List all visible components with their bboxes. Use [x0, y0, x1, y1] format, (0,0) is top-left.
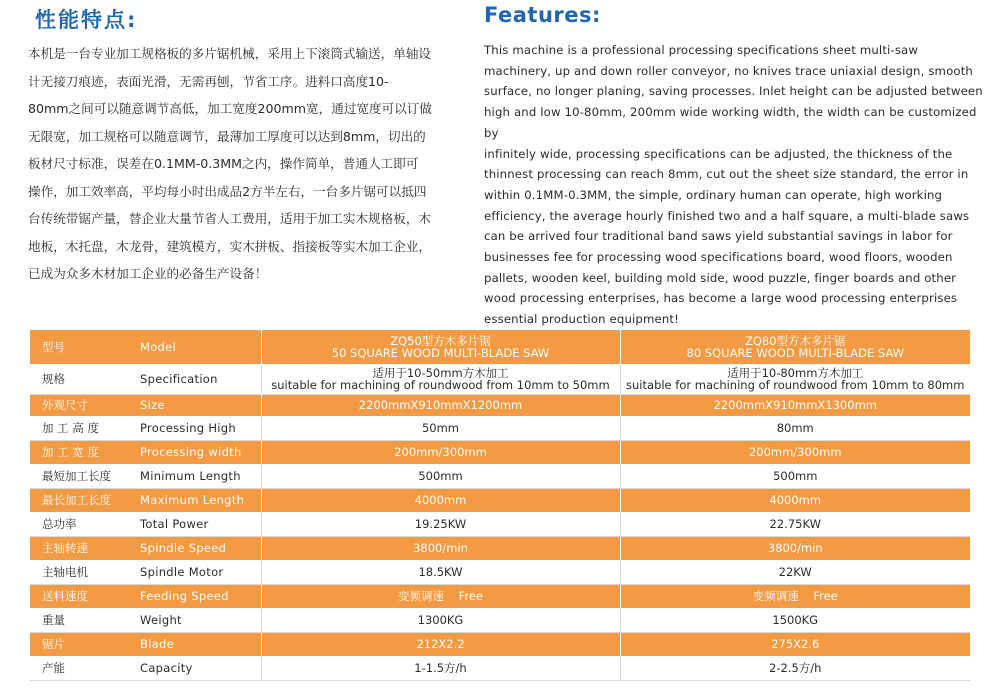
- spec-value-zq50: 3800/min: [261, 536, 620, 560]
- description-line: efficiency, the average hourly finished two and a half square, a multi-blade saws: [484, 208, 970, 223]
- spec-value-zq80: 变频调速 Free: [620, 584, 970, 608]
- description-line: 80mm之间可以随意调节高低，加工宽度200mm宽，通过宽度可以订做: [28, 101, 432, 116]
- spec-label-en: Capacity: [130, 656, 261, 680]
- description-line: This machine is a professional processing specifications sheet multi-saw: [484, 43, 919, 57]
- spec-value-zq50: 200mm/300mm: [261, 440, 620, 464]
- spec-label-en: Blade: [130, 632, 261, 656]
- features-title-en: Features:: [484, 3, 601, 27]
- spec-label-cn: 主轴电机: [30, 560, 130, 584]
- spec-value-zq50: 2200mmX910mmX1200mm: [261, 394, 620, 416]
- description-line: 台传统带锯产量，替企业大量节省人工费用，适用于加工实木规格板，木: [28, 211, 431, 226]
- spec-row: [30, 464, 970, 488]
- spec-value-zq80: 4000mm: [620, 488, 970, 512]
- description-line: surface, no longer planing, saving processes. Inlet height can be adjusted between: [484, 84, 983, 99]
- spec-row: [30, 416, 970, 440]
- spec-label-cn: 最长加工长度: [30, 488, 130, 512]
- spec-value-zq80: 2-2.5方/h: [620, 656, 970, 680]
- spec-value-line: 50 SQUARE WOOD MULTI-BLADE SAW: [331, 346, 550, 360]
- spec-row: [30, 632, 970, 656]
- spec-row: [30, 560, 970, 584]
- description-line: can be arrived four traditional band saws yield substantial savings in labor for: [484, 229, 953, 244]
- spec-row: [30, 608, 970, 632]
- spec-value-zq80: 500mm: [620, 464, 970, 488]
- description-line: 本机是一台专业加工规格板的多片锯机械，采用上下滚筒式输送，单轴设: [28, 46, 431, 61]
- spec-value-line: suitable for machining of roundwood from 10mm to 50mm: [271, 377, 610, 392]
- description-line: thinnest processing can reach 8mm, cut out the sheet size standard, the error in: [484, 167, 969, 182]
- spec-value-zq80: 200mm/300mm: [620, 440, 970, 464]
- spec-value-line: 80 SQUARE WOOD MULTI-BLADE SAW: [686, 346, 904, 360]
- spec-value-zq50: 50mm: [261, 416, 620, 440]
- spec-value-line: ZQ50型方木多片锯: [390, 334, 491, 348]
- spec-value-zq50: 19.25KW: [261, 512, 620, 536]
- description-line: businesses fee for processing wood specifications board, wood floors, wooden: [484, 250, 953, 265]
- spec-label-en: Feeding Speed: [130, 584, 261, 608]
- spec-row: [30, 488, 970, 512]
- spec-label-cn: 型号: [30, 330, 130, 364]
- spec-value-zq80: [620, 330, 970, 364]
- description-line: essential production equipment!: [484, 312, 679, 327]
- spec-value-zq80: 22KW: [620, 560, 970, 584]
- spec-row: [30, 584, 970, 608]
- description-line: 计无接刀痕迹，表面光滑，无需再刨，节省工序。进料口高度10-: [28, 73, 389, 89]
- spec-row: [30, 394, 970, 416]
- spec-label-en: Minimum Length: [130, 464, 261, 488]
- spec-value-zq50: [261, 330, 620, 364]
- spec-value-line: 适用于10-80mm方木加工: [727, 365, 864, 380]
- spec-value-zq80: 2200mmX910mmX1300mm: [620, 394, 970, 416]
- description-line: high and low 10-80mm, 200mm wide working width, the width can be customized by: [484, 105, 977, 140]
- spec-value-zq80: [620, 364, 970, 394]
- spec-label-en: Specification: [130, 364, 261, 394]
- spec-label-en: Spindle Motor: [130, 560, 261, 584]
- spec-row: [30, 440, 970, 464]
- spec-label-en: Processing High: [130, 416, 261, 440]
- spec-label-en: Maximum Length: [130, 488, 261, 512]
- spec-value-zq80: 3800/min: [620, 536, 970, 560]
- description-line: pallets, wooden keel, building mold side, wood puzzle, finger boards and other: [484, 270, 957, 285]
- spec-value-zq50: 1-1.5方/h: [261, 656, 620, 680]
- spec-value-zq80: 1500KG: [620, 608, 970, 632]
- spec-label-cn: 外观尺寸: [30, 394, 130, 416]
- spec-value-zq80: 275X2.6: [620, 632, 970, 656]
- spec-value-zq50: 18.5KW: [261, 560, 620, 584]
- description-line: 已成为众多木材加工企业的必备生产设备！: [28, 266, 268, 281]
- spec-value-line: 适用于10-50mm方木加工: [372, 365, 509, 380]
- spec-value-zq50: 变频调速 Free: [261, 584, 620, 608]
- spec-label-en: Size: [130, 394, 261, 416]
- description-line: 板材尺寸标准，误差在0.1MM-0.3MM之内，操作简单，普通人工即可: [28, 156, 419, 171]
- spec-value-zq80: 22.75KW: [620, 512, 970, 536]
- spec-value-zq50: [261, 364, 620, 394]
- spec-label-cn: 锯片: [30, 632, 130, 656]
- spec-label-en: Spindle Speed: [130, 536, 261, 560]
- description-line: infinitely wide, processing specifications can be adjusted, the thickness of the: [484, 146, 953, 161]
- spec-label-cn: 加 工 宽 度: [30, 440, 130, 464]
- spec-label-cn: 产能: [30, 656, 130, 680]
- spec-label-cn: 送料速度: [30, 584, 130, 608]
- spec-label-cn: 总功率: [30, 512, 130, 536]
- features-title-cn: 性能特点:: [35, 8, 138, 32]
- spec-label-en: Weight: [130, 608, 261, 632]
- spec-label-cn: 主轴转速: [30, 536, 130, 560]
- description-cn: [28, 40, 448, 288]
- spec-label-en: Model: [130, 330, 261, 364]
- spec-row: [30, 656, 970, 680]
- spec-value-zq50: 1300KG: [261, 608, 620, 632]
- description-line: 地板，木托盘，木龙骨，建筑模方，实木拼板、指接板等实木加工企业，: [28, 238, 431, 254]
- spec-value-line: suitable for machining of roundwood from 10mm to 80mm: [626, 377, 965, 392]
- spec-label-en: Total Power: [130, 512, 261, 536]
- spec-row: [30, 536, 970, 560]
- spec-value-zq50: 212X2.2: [261, 632, 620, 656]
- spec-table: [30, 330, 970, 681]
- spec-row: [30, 330, 970, 364]
- description-line: within 0.1MM-0.3MM, the simple, ordinary human can operate, high working: [484, 187, 943, 202]
- description-line: 操作，加工效率高，平均每小时出成品2方半左右，一台多片锯可以抵四: [28, 183, 427, 199]
- description-line: 无限宽，加工规格可以随意调节，最薄加工厚度可以达到8mm，切出的: [28, 128, 426, 144]
- spec-label-cn: 加 工 高 度: [30, 416, 130, 440]
- description-line: wood processing enterprises, has become a large wood processing enterprises: [484, 291, 958, 306]
- spec-row: [30, 364, 970, 394]
- spec-value-zq80: 80mm: [620, 416, 970, 440]
- description-line: machinery, up and down roller conveyor, no knives trace uniaxial design, smooth: [484, 63, 973, 78]
- spec-label-en: Processing width: [130, 440, 261, 464]
- spec-value-zq50: 4000mm: [261, 488, 620, 512]
- spec-value-zq50: 500mm: [261, 464, 620, 488]
- description-en: [484, 40, 984, 330]
- spec-label-cn: 最短加工长度: [30, 464, 130, 488]
- spec-row: [30, 512, 970, 536]
- spec-label-cn: 规格: [30, 364, 130, 394]
- spec-label-cn: 重量: [30, 608, 130, 632]
- spec-value-line: ZQ80型方木多片锯: [744, 334, 846, 348]
